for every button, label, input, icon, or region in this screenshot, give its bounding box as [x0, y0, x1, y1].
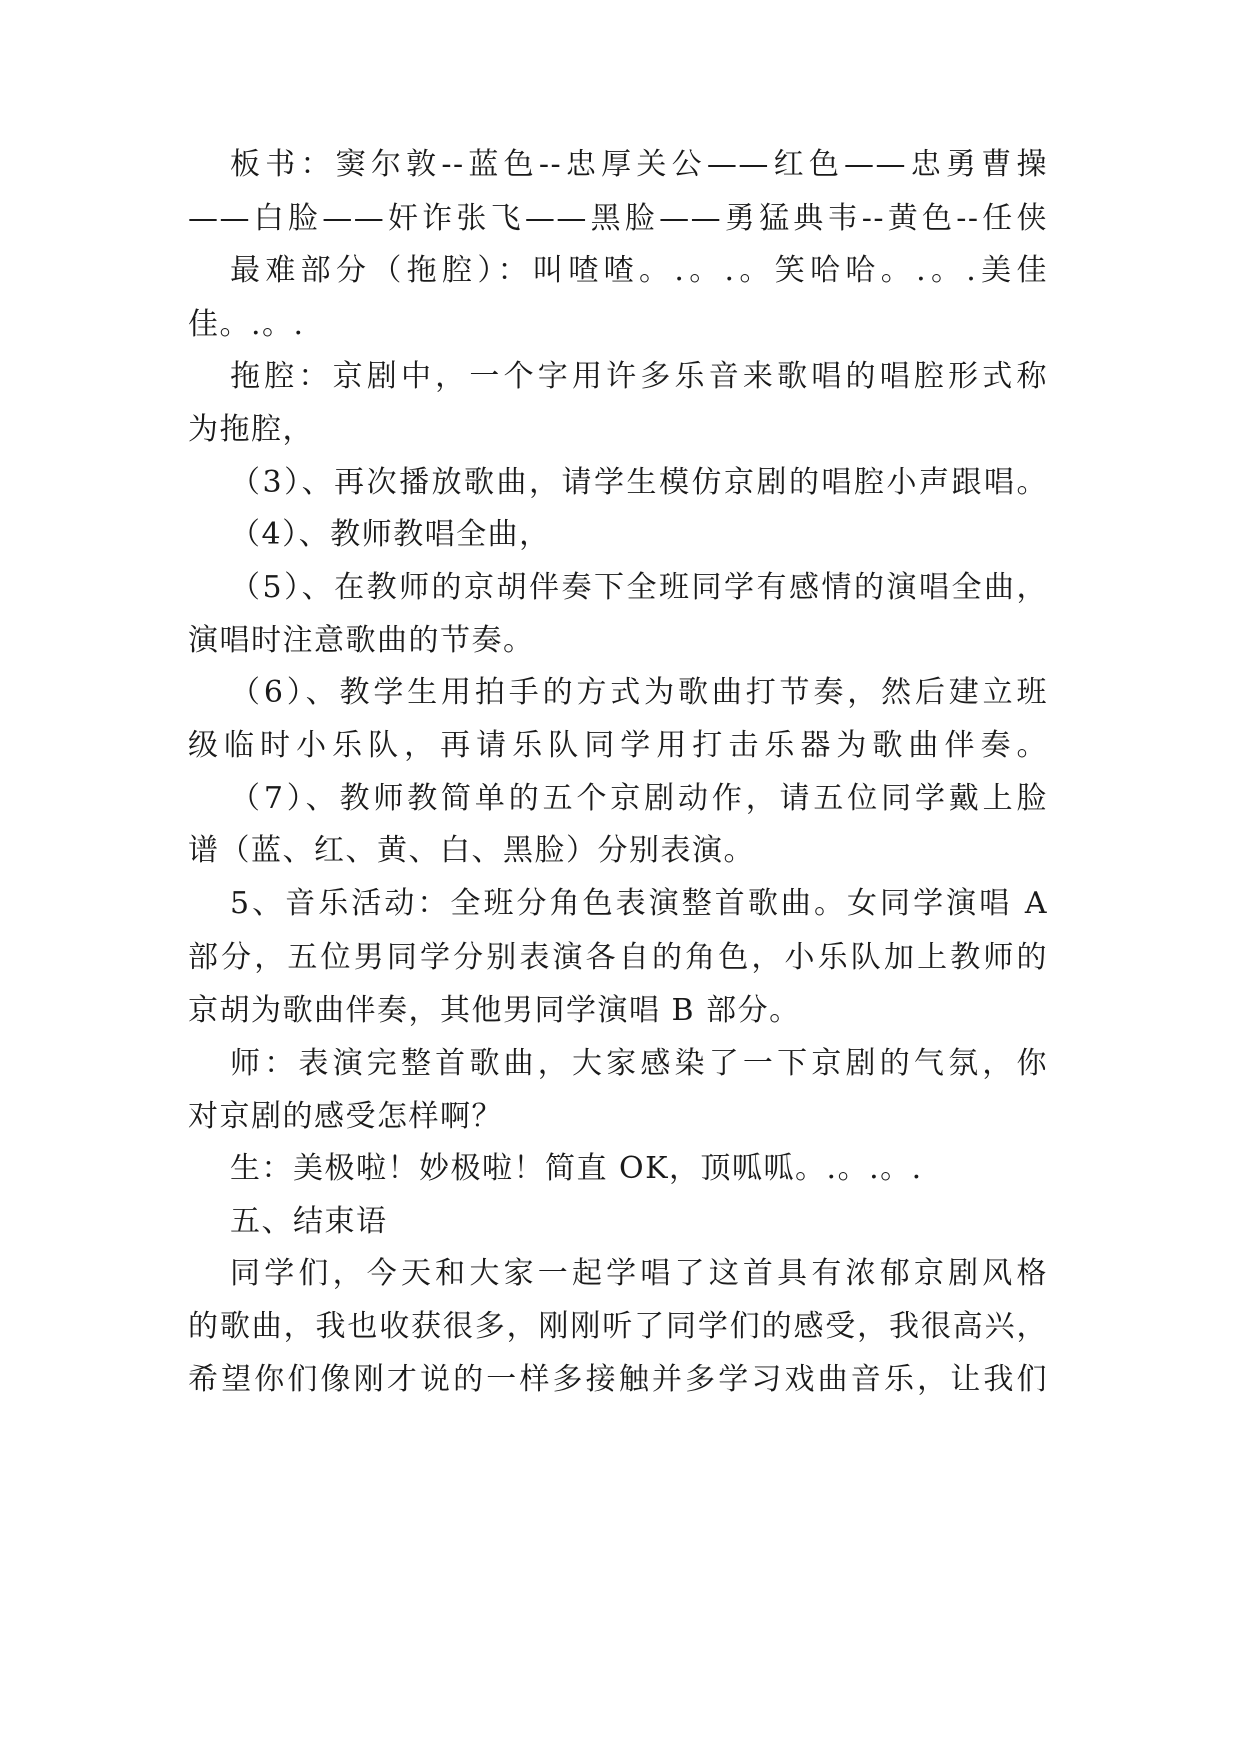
text-line: ——白脸——奸诈张飞——黑脸——勇猛典韦--黄色--任侠 [188, 201, 1048, 236]
text-line: （4）、教师教唱全曲， [230, 517, 551, 552]
text-line: 对京剧的感受怎样啊？ [188, 1099, 503, 1134]
text-line: 佳。.。. [188, 307, 305, 342]
text-line: （3）、再次播放歌曲，请学生模仿京剧的唱腔小声跟唱。 [230, 465, 1048, 500]
text-line: 最难部分（拖腔）：叫喳喳。.。.。笑哈哈。.。.美佳 [230, 253, 1048, 288]
text-line: 师：表演完整首歌曲，大家感染了一下京剧的气氛，你 [230, 1046, 1048, 1081]
text-line: （6）、教学生用拍手的方式为歌曲打节奏，然后建立班 [230, 675, 1048, 710]
text-line: 拖腔：京剧中，一个字用许多乐音来歌唱的唱腔形式称 [230, 359, 1048, 394]
text-line: 5、音乐活动：全班分角色表演整首歌曲。女同学演唱 A [230, 886, 1048, 921]
text-line: 部分，五位男同学分别表演各自的角色，小乐队加上教师的 [188, 940, 1048, 975]
text-line: 五、结束语 [230, 1204, 388, 1239]
text-line: （7）、教师教简单的五个京剧动作，请五位同学戴上脸 [230, 781, 1048, 816]
text-line: 演唱时注意歌曲的节奏。 [188, 623, 535, 658]
text-line: 生：美极啦！妙极啦！简直 OK，顶呱呱。.。.。. [230, 1151, 923, 1186]
text-line: 希望你们像刚才说的一样多接触并多学习戏曲音乐，让我们 [188, 1362, 1048, 1397]
text-line: 同学们，今天和大家一起学唱了这首具有浓郁京剧风格 [230, 1256, 1048, 1291]
text-line: 为拖腔， [188, 412, 314, 447]
text-line: 板书：窦尔敦--蓝色--忠厚关公——红色——忠勇曹操 [230, 147, 1048, 182]
text-line: 京胡为歌曲伴奏，其他男同学演唱 B 部分。 [188, 993, 801, 1028]
text-line: 的歌曲，我也收获很多，刚刚听了同学们的感受，我很高兴， [188, 1309, 1048, 1344]
text-line: 级临时小乐队，再请乐队同学用打击乐器为歌曲伴奏。 [188, 728, 1048, 763]
text-line: 谱（蓝、红、黄、白、黑脸）分别表演。 [188, 833, 755, 868]
text-line: （5）、在教师的京胡伴奏下全班同学有感情的演唱全曲， [230, 570, 1048, 605]
